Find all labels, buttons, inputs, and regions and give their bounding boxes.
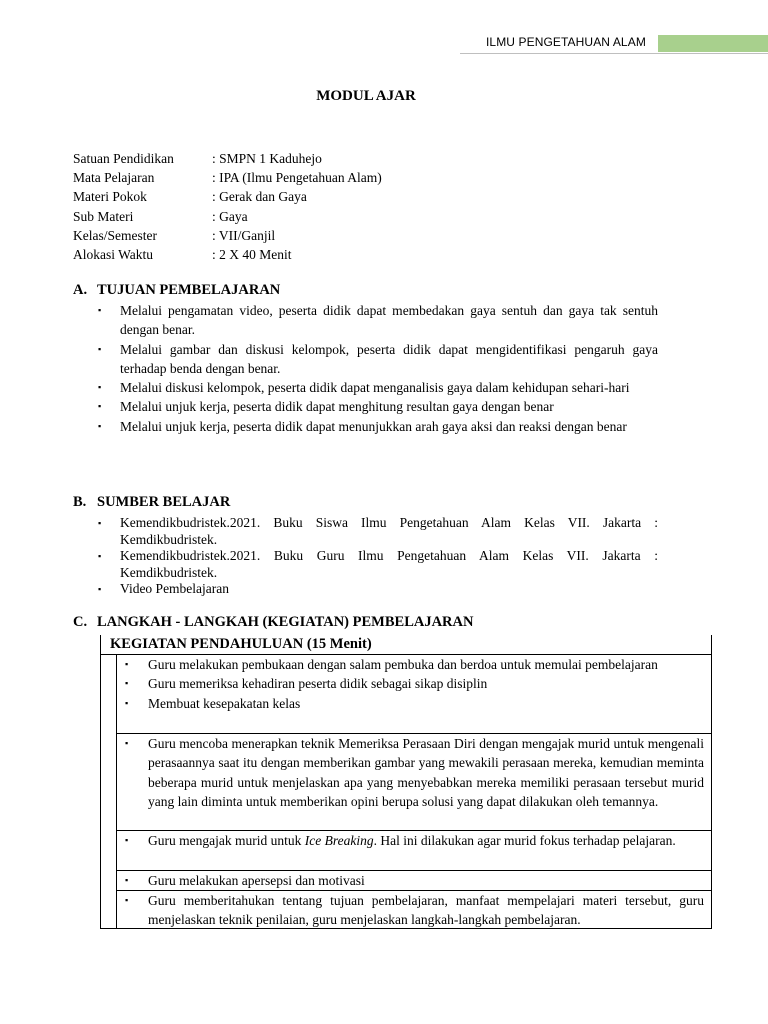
- table-cell: [117, 734, 712, 831]
- section-a-heading: [73, 282, 280, 299]
- table-cells: [117, 655, 712, 929]
- bullet-icon: ▪: [98, 551, 102, 561]
- list-item-text: Melalui pengamatan video, peserta didik dapat membedakan gaya sentuh dan gaya tak sentuh dengan benar.: [120, 303, 658, 338]
- header-accent-bar: [658, 35, 768, 52]
- list-item: [117, 831, 704, 850]
- info-key: Satuan Pendidikan: [73, 151, 174, 166]
- bullet-icon: ▪: [125, 738, 129, 748]
- info-value: : IPA (Ilmu Pengetahuan Alam): [212, 170, 382, 186]
- info-value: : 2 X 40 Menit: [212, 246, 292, 262]
- list-item-text: Melalui unjuk kerja, peserta didik dapat menunjukkan arah gaya aksi dan reaksi dengan benar: [120, 418, 627, 434]
- bullet-icon: ▪: [98, 518, 102, 528]
- section-title: TUJUAN PEMBELAJARAN: [97, 282, 281, 298]
- list-item-text: Guru melakukan apersepsi dan motivasi: [148, 873, 365, 888]
- info-key: Materi Pokok: [73, 189, 147, 205]
- list-item-text: Guru memberitahukan tentang tujuan pembelajaran, manfaat mempelajari materi tersebut, guru menjelaskan teknik penilaian, guru menjelaskan langkah-langkah pembelajaran.: [148, 893, 704, 928]
- bullet-icon: ▪: [125, 875, 129, 885]
- list-item: [97, 397, 658, 416]
- bullet-icon: ▪: [98, 343, 102, 354]
- bullet-icon: ▪: [98, 382, 102, 393]
- bullet-icon: ▪: [98, 305, 102, 315]
- section-b-heading: [73, 494, 230, 511]
- table-cell: [117, 891, 712, 929]
- section-title: LANGKAH - LANGKAH (KEGIATAN) PEMBELAJARAN: [97, 614, 474, 630]
- header-rule: [460, 53, 768, 54]
- document-title: MODUL AJAR: [316, 88, 416, 104]
- list-item: [97, 515, 658, 548]
- list-item: [117, 891, 704, 930]
- info-value: : Gaya: [212, 208, 248, 224]
- text-run: . Hal ini dilakukan agar murid fokus terhadap pelajaran.: [373, 833, 676, 848]
- info-key: Sub Materi: [73, 208, 134, 224]
- list-item: [97, 417, 658, 436]
- bullet-icon: ▪: [125, 697, 129, 708]
- bullet-icon: ▪: [125, 895, 129, 905]
- list-item-text: Membuat kesepakatan kelas: [148, 695, 301, 711]
- section-number: B.: [73, 494, 87, 510]
- list-item: [117, 655, 704, 674]
- info-key: Kelas/Semester: [73, 227, 157, 243]
- bullet-icon: ▪: [125, 678, 129, 689]
- info-row-mata-pelajaran: [73, 168, 382, 187]
- list-item-text: Melalui unjuk kerja, peserta didik dapat menghitung resultan gaya dengan benar: [120, 399, 554, 415]
- info-key: Mata Pelajaran: [73, 170, 155, 186]
- list-item: [97, 581, 658, 598]
- info-row-alokasi-waktu: [73, 245, 382, 264]
- info-row-satuan-pendidikan: [73, 149, 382, 168]
- info-key: Alokasi Waktu: [73, 246, 154, 262]
- text-run: Guru mengajak murid untuk: [148, 833, 305, 848]
- list-item-text: [148, 833, 676, 848]
- list-item: [117, 674, 704, 693]
- list-item: [97, 378, 658, 397]
- list-item: [117, 694, 704, 713]
- table-cell: [117, 831, 712, 871]
- bullet-icon: ▪: [98, 420, 102, 431]
- list-item-text: Guru memeriksa kehadiran peserta didik sebagai sikap disiplin: [148, 676, 488, 692]
- list-item-text: Melalui gambar dan diskusi kelompok, peserta didik dapat mengidentifikasi pengaruh gaya terhadap benda dengan benar.: [120, 341, 658, 376]
- list-item-text: Guru mencoba menerapkan teknik Memeriksa Perasaan Diri dengan mengajak murid untuk mengenali perasaannya saat itu dengan memberikan gambar yang mewakili perasaan mereka, kemudian meminta beberapa murid untuk menjelaskan apa yang menyebabkan mereka memiliki perasaan tersebut murid yang lain diminta untuk memberikan opini berupa solusi yang dapat dilakukan oleh temannya.: [148, 736, 704, 809]
- info-row-sub-materi: [73, 207, 382, 226]
- list-item: [97, 340, 658, 379]
- info-value: : SMPN 1 Kaduhejo: [212, 151, 322, 166]
- bullet-icon: ▪: [98, 401, 102, 412]
- bullet-icon: ▪: [98, 584, 102, 594]
- module-info: [73, 149, 382, 264]
- learning-sources-list: [97, 515, 658, 598]
- bullet-icon: ▪: [125, 659, 129, 669]
- table-header: KEGIATAN PENDAHULUAN (15 Menit): [100, 635, 712, 655]
- list-item-text: Video Pembelajaran: [120, 581, 230, 596]
- section-number: A.: [73, 282, 88, 298]
- table-left-column: [100, 655, 117, 929]
- section-number: C.: [73, 614, 88, 630]
- list-item-text: Kemendikbudristek.2021. Buku Siswa Ilmu Pengetahuan Alam Kelas VII. Jakarta : Kemdikbudristek.: [120, 515, 658, 547]
- table-cell: [117, 655, 712, 734]
- list-item: [117, 871, 704, 890]
- info-row-kelas-semester: [73, 226, 382, 245]
- info-value: : VII/Ganjil: [212, 227, 276, 243]
- learning-objectives-list: [97, 301, 658, 436]
- list-item-text: Melalui diskusi kelompok, peserta didik dapat menganalisis gaya dalam kehidupan sehari-hari: [120, 380, 630, 396]
- info-value: : Gerak dan Gaya: [212, 189, 307, 205]
- list-item: [117, 734, 704, 811]
- table-cell: [117, 871, 712, 891]
- bullet-icon: ▪: [125, 835, 129, 845]
- list-item: [97, 301, 658, 340]
- header-subject-label: ILMU PENGETAHUAN ALAM: [486, 35, 646, 49]
- section-title: SUMBER BELAJAR: [97, 494, 231, 510]
- list-item: [97, 548, 658, 581]
- info-row-materi-pokok: [73, 187, 382, 206]
- list-item-text: Kemendikbudristek.2021. Buku Guru Ilmu Pengetahuan Alam Kelas VII. Jakarta : Kemdikbudristek.: [120, 548, 658, 580]
- emphasis-text: Ice Breaking: [304, 833, 374, 848]
- list-item-text: Guru melakukan pembukaan dengan salam pembuka dan berdoa untuk memulai pembelajaran: [148, 657, 658, 672]
- section-c-heading: [73, 614, 473, 631]
